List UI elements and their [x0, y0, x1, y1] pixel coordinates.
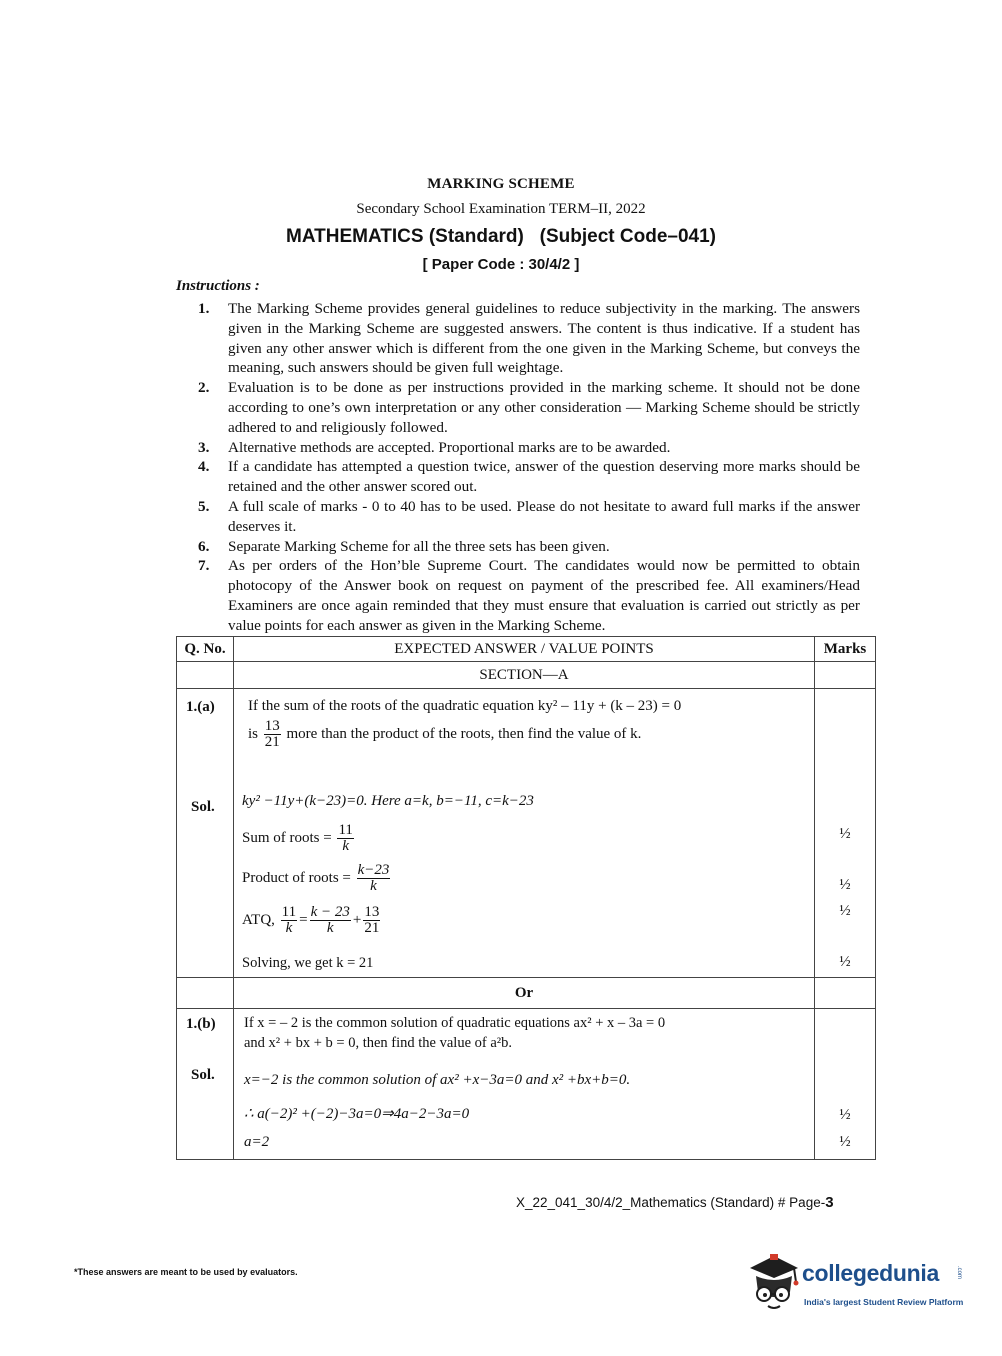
mark-value: ½ [839, 903, 851, 919]
marks-1a [815, 689, 876, 978]
mark-value: ½ [839, 877, 851, 893]
mascot-icon [744, 1250, 802, 1314]
section-row [177, 662, 876, 689]
instruction-number: 7. [198, 557, 210, 575]
instruction-text: A full scale of marks - 0 to 40 has to be used. Please do not hesitate to award full marks if the answer deserves it. [228, 497, 860, 535]
instruction-item [198, 457, 860, 497]
mark-value: ½ [839, 954, 851, 970]
table-header-row [177, 637, 876, 662]
instruction-item [198, 537, 860, 557]
section-title: SECTION—A [234, 662, 815, 689]
instruction-text: As per orders of the Hon’ble Supreme Court. The candidates would now be permitted to obtain photocopy of the Answer book on request on payment of the prescribed fee. All examiners/Head Examiners are once again reminded that they must ensure that evaluation is carried out strictly as per value points for each answer as given in the Marking Scheme. [228, 557, 860, 634]
mark-value: ½ [839, 1134, 851, 1150]
question-text-line2: is $\frac{13}{21}$ more than the product of the roots, then find the value of k. [248, 718, 642, 750]
question-text: If the sum of the roots of the quadratic equation ky² – 11y + (k – 23) = 0 [248, 698, 682, 714]
instruction-item [198, 299, 860, 378]
col-marks-header: Marks [815, 637, 876, 662]
instruction-number: 6. [198, 537, 210, 555]
instruction-text: Separate Marking Scheme for all the three sets has been given. [228, 537, 610, 555]
col-expected-header: EXPECTED ANSWER / VALUE POINTS [234, 637, 815, 662]
solution-line: a=2 [244, 1134, 270, 1150]
instructions-heading: Instructions : [176, 278, 260, 294]
product-of-roots: Product of roots = $\frac{k-23}{k}$ [242, 862, 390, 894]
logo-tagline: India's largest Student Review Platform [804, 1297, 964, 1307]
page-footer-code: X_22_041_30/4/2_Mathematics (Standard) # Page-3 [516, 1194, 834, 1211]
logo-com: .com [956, 1266, 962, 1280]
question-number: 1.(b) [186, 1016, 216, 1032]
sum-of-roots: Sum of roots = $\frac{11}{k}$ [242, 822, 353, 854]
mark-value: ½ [839, 826, 851, 842]
instruction-text: Alternative methods are accepted. Proportional marks are to be awarded. [228, 438, 671, 456]
page-number: 3 [825, 1194, 834, 1211]
instruction-number: 4. [198, 458, 210, 476]
solution-equation: ky² −11y+(k−23)=0. Here a=k, b=−11, c=k−23 [242, 793, 534, 809]
subject-title: MATHEMATICS (Standard) (Subject Code–041) [286, 226, 716, 247]
solution-line: ∴ a(−2)² +(−2)−3a=0⇒4a−2−3a=0 [244, 1106, 470, 1122]
instruction-item [198, 556, 860, 635]
fraction-13-21: $\frac{13}{21}$ [264, 718, 280, 750]
collegedunia-logo [744, 1250, 974, 1320]
solution-label: Sol. [191, 1067, 215, 1083]
instruction-item [198, 438, 860, 458]
question-1b-content [234, 1009, 815, 1160]
question-number: 1.(a) [186, 699, 215, 715]
instruction-number: 1. [198, 300, 210, 317]
instruction-number: 5. [198, 497, 210, 515]
or-separator: Or [234, 978, 815, 1009]
instruction-text: Evaluation is to be done as per instructions provided in the marking scheme. It should not be done according to one’s own interpretation or any other consideration — Marking Scheme should be strictly adhered to and religiously followed. [228, 379, 860, 436]
question-text: If x = – 2 is the common solution of quadratic equations ax² + x – 3a = 0 [244, 1015, 666, 1031]
evaluator-note: *These answers are meant to be used by evaluators. [74, 1267, 298, 1277]
paper-code: [ Paper Code : 30/4/2 ] [422, 256, 580, 273]
solving-result: Solving, we get k = 21 [242, 955, 374, 971]
instruction-item [198, 378, 860, 437]
mark-value: ½ [839, 1107, 851, 1123]
solution-label: Sol. [191, 799, 215, 815]
or-row [177, 978, 876, 1009]
logo-name: collegedunia [802, 1260, 939, 1286]
question-1a-content [234, 689, 815, 978]
question-text-line2: and x² + bx + b = 0, then find the value of a²b. [244, 1035, 512, 1051]
marks-1b [815, 1009, 876, 1160]
instruction-item [198, 497, 860, 537]
question-row-1b [177, 1009, 876, 1160]
exam-title: Secondary School Examination TERM–II, 2022 [356, 201, 646, 217]
question-row-1a [177, 689, 876, 978]
instructions-list [198, 299, 860, 636]
col-qno-header: Q. No. [177, 637, 234, 662]
instruction-text: The Marking Scheme provides general guidelines to reduce subjectivity in the marking. The answers given in the Marking Scheme are suggested answers. The content is thus indicative. If a student has given any other answer which is different from the one given in the Marking Scheme, but conveys the meaning, such answers should be given full weightage. [228, 300, 860, 377]
instruction-number: 3. [198, 438, 210, 456]
instruction-number: 2. [198, 379, 210, 397]
scheme-title: MARKING SCHEME [427, 176, 575, 192]
solution-line: x=−2 is the common solution of ax² +x−3a=0 and x² +bx+b=0. [244, 1072, 631, 1088]
marking-table [176, 636, 876, 1160]
instruction-text: If a candidate has attempted a question twice, answer of the question deserving more marks should be retained and the other answer scored out. [228, 458, 860, 496]
atq-equation: ATQ, $\frac{11}{k}$ = $\frac{k - 23}{k}$ + $\frac{13}{21}$ [242, 904, 380, 936]
